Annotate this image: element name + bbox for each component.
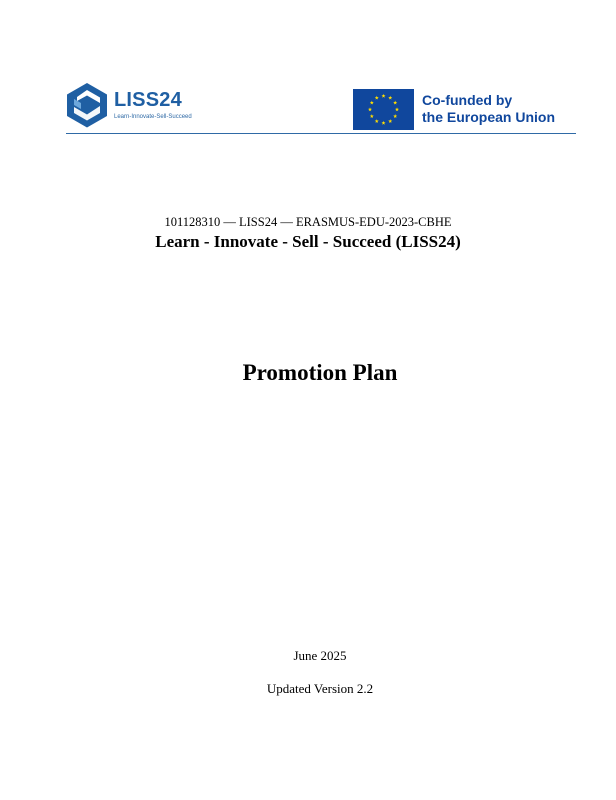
project-reference: 101128310 — LISS24 — ERASMUS-EDU-2023-CBHE xyxy=(164,215,452,229)
page-title: Promotion Plan xyxy=(242,360,398,385)
eu-cofunded-logo xyxy=(353,89,576,131)
document-version: Updated Version 2.2 xyxy=(266,681,374,696)
header-divider xyxy=(66,133,576,134)
page-header xyxy=(66,80,576,136)
liss24-logo-icon xyxy=(66,82,108,128)
liss24-tagline: Learn-Innovate-Sell-Succeed xyxy=(114,114,192,120)
eu-cofunded-text xyxy=(422,92,555,126)
eu-text-line2: the European Union xyxy=(422,109,555,125)
eu-flag-icon xyxy=(353,89,414,130)
liss24-wordmark: LISS24 xyxy=(114,89,182,111)
document-date: June 2025 xyxy=(293,648,347,663)
liss24-logo xyxy=(66,82,216,128)
eu-text-line1: Co-funded by xyxy=(422,92,513,108)
project-title: Learn - Innovate - Sell - Succeed (LISS24) xyxy=(155,232,461,251)
